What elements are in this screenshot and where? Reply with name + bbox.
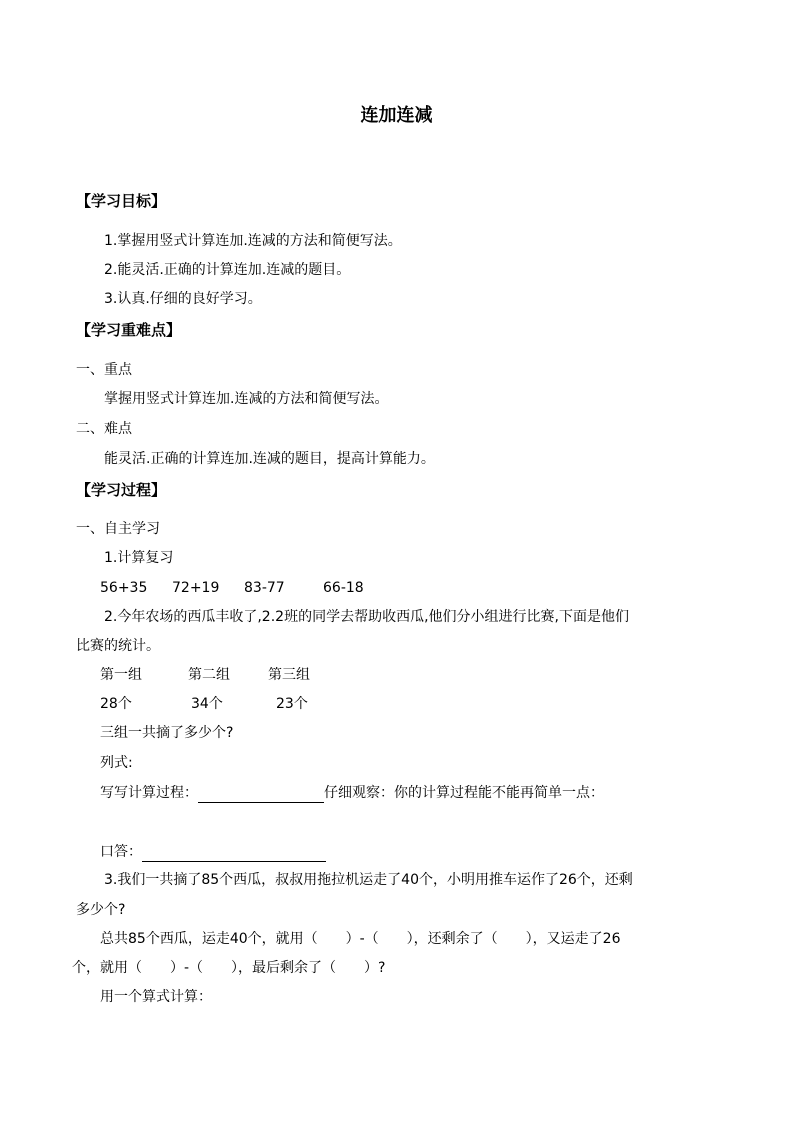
answer-label: 口答： [100,844,142,860]
q2-line2: 比赛的统计。 [76,638,160,654]
group-name: 第二组 [188,667,230,683]
group-count: 34个 [191,696,223,712]
goal-item-2: 2.能灵活.正确的计算连加.连减的题目。 [104,262,351,278]
goal-item-3: 3.认真.仔细的良好学习。 [104,291,262,307]
section-self-study: 一、自主学习 [76,521,160,537]
q2-line1: 2.今年农场的西瓜丰收了,2.2班的同学去帮助收西瓜,他们分小组进行比赛,下面是他们 [104,609,629,625]
difficulty-label: 二、难点 [76,421,132,437]
expression: 66-18 [323,580,364,596]
group-count: 28个 [100,696,132,712]
q3-fill-line1: 总共85个西瓜，运走40个，就用（ ）-（ ），还剩余了（ ），又运走了26 [100,931,621,947]
process-row [100,783,604,803]
key-points-heading: 【学习重难点】 [76,321,182,339]
goal-item-1: 1.掌握用竖式计算连加.连减的方法和简便写法。 [104,233,402,249]
group-count: 23个 [276,696,308,712]
q2-question: 三组一共摘了多少个? [100,725,234,741]
focus-text: 掌握用竖式计算连加.连减的方法和简便写法。 [104,391,389,407]
group-counts-row [0,694,793,714]
focus-label: 一、重点 [76,362,132,378]
answer-row [100,842,326,862]
process-blank[interactable] [198,786,324,803]
difficulty-text: 能灵活.正确的计算连加.连减的题目，提高计算能力。 [104,451,435,467]
q1-title: 1.计算复习 [104,550,174,566]
group-name: 第三组 [268,667,310,683]
expression: 56+35 [100,580,148,596]
expression: 72+19 [172,580,220,596]
group-name: 第一组 [100,667,142,683]
page-title: 连加连减 [360,105,433,126]
process-label: 写写计算过程： [100,785,198,801]
observe-text: 仔细观察：你的计算过程能不能再简单一点： [324,785,604,801]
group-names-row [0,665,793,685]
answer-blank[interactable] [142,845,326,862]
expression: 83-77 [244,580,285,596]
q1-expressions [0,578,793,598]
q3-line2: 多少个? [76,902,126,918]
process-heading: 【学习过程】 [76,481,167,499]
goals-heading: 【学习目标】 [76,192,167,210]
q3-fill-line2: 个，就用（ ）-（ ），最后剩余了（ ）? [72,960,386,976]
q3-final: 用一个算式计算： [100,989,212,1005]
formula-label: 列式: [100,755,133,771]
q3-line1: 3.我们一共摘了85个西瓜，叔叔用拖拉机运走了40个，小明用推车运作了26个，还剩 [104,872,633,888]
